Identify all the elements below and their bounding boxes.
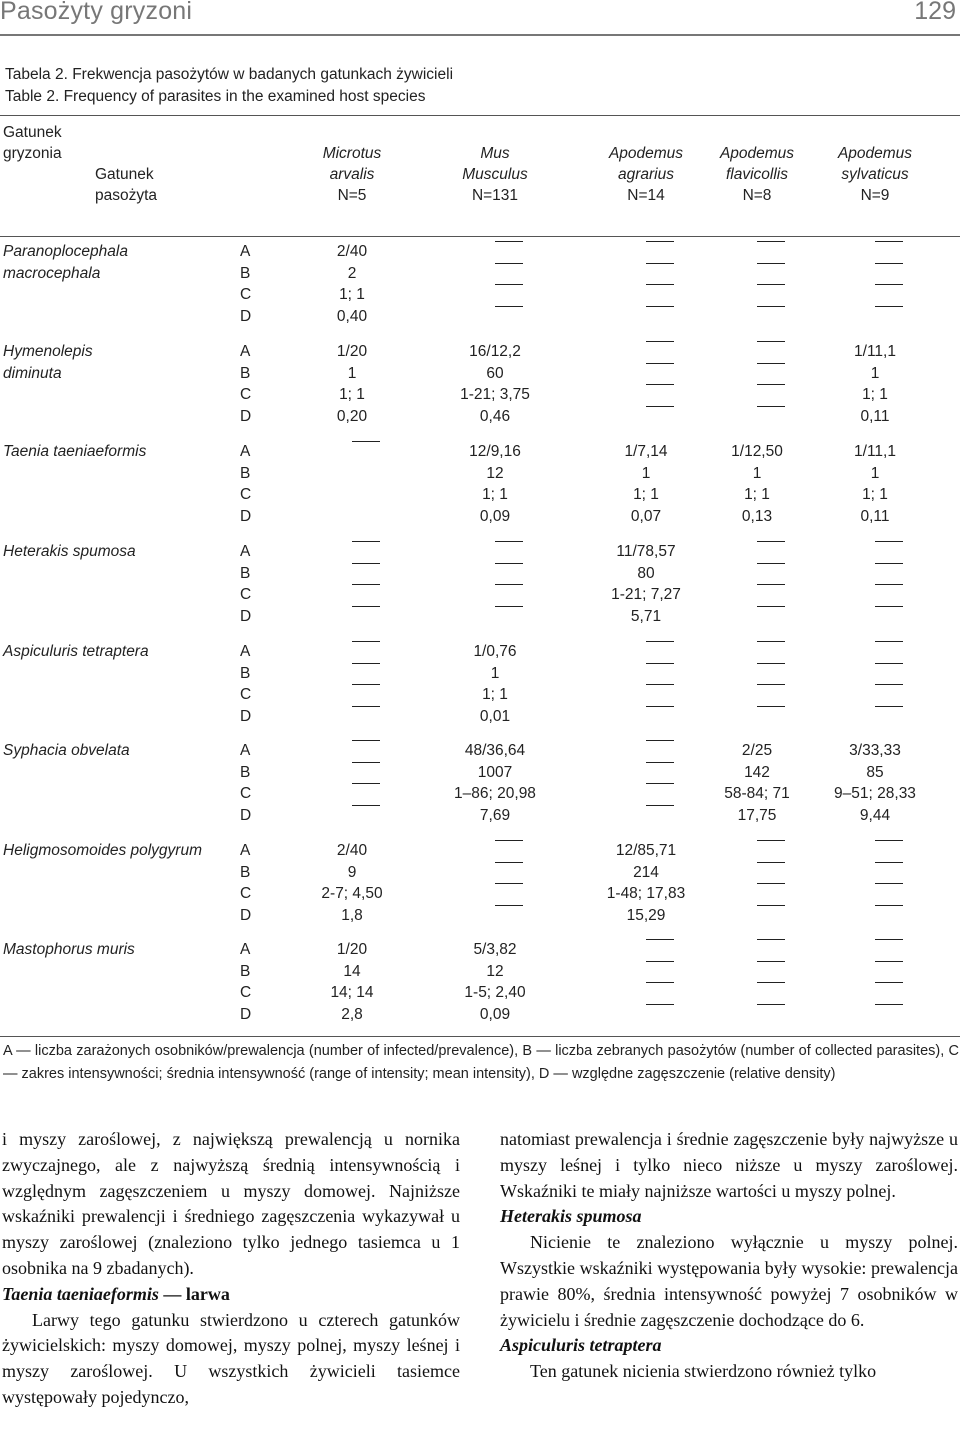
dash-mark	[646, 706, 674, 707]
dash-mark	[875, 606, 903, 607]
heading-suffix: — larwa	[158, 1283, 230, 1304]
dash-mark	[757, 284, 785, 285]
dash-mark	[646, 663, 674, 664]
dash-mark	[646, 783, 674, 784]
dash-mark	[757, 982, 785, 983]
host-n: N=9	[860, 187, 890, 204]
table-row	[0, 706, 960, 728]
host-species: sylvaticus	[841, 166, 909, 183]
host-header-line1: Gatunek	[3, 124, 62, 141]
table-row	[0, 363, 960, 385]
dash-mark	[875, 862, 903, 863]
value-cell: 1-48; 17,83	[606, 885, 686, 902]
metric-code: B	[240, 264, 251, 282]
value-cell: 60	[486, 364, 504, 382]
value-cell: 5/3,82	[473, 941, 517, 958]
table-row	[0, 840, 960, 862]
dash-mark	[495, 883, 523, 884]
running-title: Pasożyty gryzoni	[0, 0, 193, 25]
value-cell: 12	[486, 962, 504, 980]
table-row	[0, 684, 960, 706]
metric-code: C	[240, 885, 252, 902]
dash-mark	[757, 563, 785, 564]
table-row	[0, 805, 960, 827]
dash-mark	[875, 284, 903, 285]
dash-mark	[875, 883, 903, 884]
metric-code: A	[240, 941, 251, 958]
metric-code: C	[240, 984, 252, 1001]
dash-mark	[646, 406, 674, 407]
table-row	[0, 284, 960, 306]
host-n: N=5	[337, 187, 367, 204]
page-number: 129	[914, 0, 956, 25]
parasite-name: Taenia taeniaeformis	[3, 443, 147, 460]
value-cell: 1/0,76	[473, 643, 517, 660]
parasite-header-line2: pasożyta	[95, 187, 158, 204]
table-row	[0, 641, 960, 663]
value-cell: 1	[347, 364, 357, 382]
host-species: Musculus	[462, 166, 528, 183]
value-cell: 0,20	[336, 407, 368, 425]
metric-code: B	[240, 763, 251, 781]
table-row	[0, 982, 960, 1004]
value-cell: 1	[641, 464, 651, 482]
value-cell: 7,69	[479, 806, 511, 824]
table-row	[0, 762, 960, 784]
table-row	[0, 606, 960, 628]
table-footnote: A — liczba zarażonych osobników/prewalencja (number of infected/prevalence), B — liczba zebranych pasożytów (number of collected parasites), C — zakres intensywności; średnia intensywność (range of intensity; mean intensity), D — względne zagęszczenie (relative density)	[3, 1043, 959, 1082]
table-row	[0, 905, 960, 927]
dash-mark	[646, 684, 674, 685]
value-cell: 2,8	[341, 1005, 363, 1023]
table-row	[0, 441, 960, 463]
value-cell: 80	[637, 564, 655, 582]
dash-mark	[352, 441, 380, 442]
value-cell: 1/12,50	[731, 443, 783, 460]
table-row	[0, 341, 960, 363]
value-cell: 2	[347, 264, 357, 282]
table-row	[0, 384, 960, 406]
host-n: N=8	[742, 187, 772, 204]
dash-mark	[352, 783, 380, 784]
parasite-name: Syphacia obvelata	[3, 742, 130, 759]
dash-mark	[352, 584, 380, 585]
value-cell: 1	[752, 464, 762, 482]
page-header	[0, 0, 960, 34]
dash-mark	[757, 1004, 785, 1005]
dash-mark	[875, 982, 903, 983]
value-cell: 12	[486, 464, 504, 482]
value-cell: 17,75	[737, 806, 777, 824]
value-cell: 1–86; 20,98	[454, 785, 536, 802]
dash-mark	[757, 263, 785, 264]
table-row	[0, 961, 960, 983]
value-cell: 1/7,14	[624, 443, 668, 460]
dash-mark	[495, 306, 523, 307]
value-cell: 1-5; 2,40	[464, 984, 526, 1001]
metric-code: A	[240, 643, 251, 660]
value-cell: 0,09	[479, 1005, 511, 1023]
value-cell: 0,40	[336, 307, 368, 325]
left-paragraph-1: i myszy zaroślowej, z największą prewalencją u nornika zwyczajnego, ale z najwyższą średnią intensywnością i względnym zagęszczeniem u myszy domowej. Najniższe wskaźniki prewalencji i średniego zagęszczenia wykazywał u myszy zaroślowej (znaleziono tylko jednego tasiemca u 1 osobnika na 9 zbadanych).	[2, 1129, 460, 1278]
value-cell: 0,11	[860, 407, 890, 425]
value-cell: 1	[870, 464, 880, 482]
dash-mark	[495, 241, 523, 242]
host-header-line2: gryzonia	[3, 145, 62, 162]
dash-mark	[495, 584, 523, 585]
table-row	[0, 263, 960, 285]
value-cell: 1; 1	[339, 386, 365, 403]
value-cell: 0,13	[741, 507, 773, 525]
value-cell: 142	[744, 763, 770, 781]
table-row	[0, 241, 960, 263]
value-cell: 58-84; 71	[724, 785, 790, 802]
metric-code: D	[240, 1005, 252, 1023]
table-top-rule	[0, 115, 960, 116]
value-cell: 14; 14	[330, 984, 374, 1001]
parasite-name: Paranoplocephala	[3, 243, 128, 260]
dash-mark	[646, 1004, 674, 1005]
value-cell: 1; 1	[339, 286, 365, 303]
dash-mark	[646, 805, 674, 806]
dash-mark	[646, 284, 674, 285]
value-cell: 5,71	[630, 607, 662, 625]
metric-code: D	[240, 707, 252, 725]
right-heading-2: Aspiculuris tetraptera	[500, 1335, 662, 1356]
metric-code: C	[240, 286, 252, 303]
value-cell: 2/25	[741, 742, 773, 759]
value-cell: 9,44	[859, 806, 891, 824]
dash-mark	[352, 805, 380, 806]
table-row	[0, 883, 960, 905]
dash-mark	[352, 684, 380, 685]
metric-code: B	[240, 464, 251, 482]
value-cell: 1	[490, 664, 500, 682]
dash-mark	[875, 541, 903, 542]
value-cell: 85	[866, 763, 884, 781]
dash-mark	[646, 263, 674, 264]
host-n: N=131	[471, 187, 519, 204]
right-paragraph-3: Ten gatunek nicienia stwierdzono również tylko	[530, 1361, 877, 1382]
metric-code: C	[240, 586, 252, 603]
value-cell: 9–51; 28,33	[834, 785, 916, 802]
value-cell: 1/20	[336, 343, 368, 360]
dash-mark	[352, 762, 380, 763]
metric-code: B	[240, 664, 251, 682]
value-cell: 2/40	[336, 842, 368, 859]
metric-code: A	[240, 842, 251, 859]
metric-code: B	[240, 863, 251, 881]
table-caption	[5, 64, 453, 108]
host-species: arvalis	[329, 166, 375, 183]
table-row	[0, 663, 960, 685]
dash-mark	[875, 905, 903, 906]
dash-mark	[495, 263, 523, 264]
parasite-name: Heligmosomoides polygyrum	[3, 842, 202, 859]
dash-mark	[757, 541, 785, 542]
dash-mark	[352, 606, 380, 607]
host-genus: Microtus	[322, 145, 382, 162]
value-cell: 1-21; 7,27	[611, 586, 681, 603]
dash-mark	[646, 363, 674, 364]
metric-code: D	[240, 407, 252, 425]
table-row	[0, 506, 960, 528]
dash-mark	[875, 706, 903, 707]
value-cell: 12/85,71	[615, 842, 677, 859]
value-cell: 2/40	[336, 243, 368, 260]
dash-mark	[757, 406, 785, 407]
table-row	[0, 463, 960, 485]
dash-mark	[875, 306, 903, 307]
value-cell: 0,01	[479, 707, 511, 725]
value-cell: 15,29	[626, 906, 666, 924]
dash-mark	[646, 384, 674, 385]
dash-mark	[757, 663, 785, 664]
table-row	[0, 740, 960, 762]
dash-mark	[646, 341, 674, 342]
dash-mark	[646, 762, 674, 763]
value-cell: 14	[343, 962, 361, 980]
parasite-name: diminuta	[3, 364, 62, 382]
metric-code: A	[240, 543, 251, 560]
dash-mark	[495, 840, 523, 841]
metric-code: A	[240, 742, 251, 759]
value-cell: 2-7; 4,50	[321, 885, 383, 902]
table-row	[0, 541, 960, 563]
dash-mark	[875, 663, 903, 664]
table-header-rule	[0, 236, 960, 237]
dash-mark	[352, 706, 380, 707]
dash-mark	[757, 363, 785, 364]
dash-mark	[495, 541, 523, 542]
dash-mark	[875, 939, 903, 940]
dash-mark	[757, 905, 785, 906]
table-row	[0, 563, 960, 585]
dash-mark	[495, 606, 523, 607]
value-cell: 1/20	[336, 941, 368, 958]
dash-mark	[875, 563, 903, 564]
metric-code: B	[240, 962, 251, 980]
table-row	[0, 484, 960, 506]
value-cell: 9	[347, 863, 357, 881]
value-cell: 1007	[477, 763, 513, 781]
metric-code: D	[240, 607, 252, 625]
dash-mark	[495, 905, 523, 906]
dash-mark	[875, 584, 903, 585]
dash-mark	[757, 684, 785, 685]
header-rule	[0, 34, 960, 36]
value-cell: 1/11,1	[854, 343, 896, 360]
left-paragraph-2: Larwy tego gatunku stwierdzono u czterech gatunków żywicielskich: myszy domowej, myszy polnej, myszy leśnej i myszy zaroślowej. U wszystkich żywicieli tasiemce występowały pojedynczo,	[2, 1309, 460, 1407]
dash-mark	[352, 740, 380, 741]
value-cell: 1; 1	[482, 686, 508, 703]
metric-code: D	[240, 806, 252, 824]
dash-mark	[757, 241, 785, 242]
metric-code: D	[240, 906, 252, 924]
dash-mark	[757, 706, 785, 707]
table-row	[0, 862, 960, 884]
dash-mark	[757, 584, 785, 585]
metric-code: D	[240, 507, 252, 525]
host-genus: Apodemus	[608, 145, 684, 162]
left-section-heading	[2, 1282, 460, 1308]
metric-code: B	[240, 364, 251, 382]
right-paragraph-2: Nicienie te znaleziono wyłącznie u myszy polnej. Wszystkie wskaźniki występowania były wysokie: prewalencja prawie 80%, średnia intensywność powyżej 7 osobników w żywicielu i średnie zagęszczenie dochodzące do 6.	[500, 1232, 958, 1330]
dash-mark	[646, 982, 674, 983]
dash-mark	[875, 684, 903, 685]
table-row	[0, 1004, 960, 1026]
dash-mark	[875, 1004, 903, 1005]
value-cell: 0,46	[479, 407, 511, 425]
dash-mark	[757, 306, 785, 307]
value-cell: 1,8	[341, 906, 363, 924]
value-cell: 1; 1	[862, 386, 888, 403]
dash-mark	[757, 641, 785, 642]
value-cell: 0,09	[479, 507, 511, 525]
host-genus: Mus	[480, 145, 510, 162]
dash-mark	[757, 606, 785, 607]
dash-mark	[757, 341, 785, 342]
parasite-name: Hymenolepis	[3, 343, 93, 360]
metric-code: A	[240, 443, 251, 460]
dash-mark	[757, 384, 785, 385]
host-n: N=14	[627, 187, 665, 204]
value-cell: 1/11,1	[854, 443, 896, 460]
value-cell: 11/78,57	[616, 543, 676, 560]
dash-mark	[352, 641, 380, 642]
parasite-name: Mastophorus muris	[3, 941, 135, 958]
metric-code: A	[240, 243, 251, 260]
host-species: agrarius	[618, 166, 674, 183]
value-cell: 1; 1	[744, 486, 770, 503]
dash-mark	[352, 541, 380, 542]
dash-mark	[646, 939, 674, 940]
dash-mark	[352, 663, 380, 664]
table-row	[0, 306, 960, 328]
value-cell: 16/12,2	[469, 343, 521, 360]
metric-code: C	[240, 386, 252, 403]
parasite-header-line1: Gatunek	[95, 166, 154, 183]
metric-code: C	[240, 686, 252, 703]
value-cell: 1; 1	[633, 486, 659, 503]
value-cell: 0,11	[860, 507, 890, 525]
dash-mark	[757, 883, 785, 884]
value-cell: 214	[633, 863, 659, 881]
dash-mark	[757, 939, 785, 940]
table-row	[0, 584, 960, 606]
table-bottom-rule	[0, 1036, 960, 1037]
value-cell: 48/36,64	[464, 742, 526, 759]
metric-code: B	[240, 564, 251, 582]
metric-code: C	[240, 785, 252, 802]
heading-species: Taenia taeniaeformis	[2, 1283, 159, 1304]
host-genus: Apodemus	[719, 145, 795, 162]
dash-mark	[646, 641, 674, 642]
host-genus: Apodemus	[837, 145, 913, 162]
caption-polish: Tabela 2. Frekwencja pasożytów w badanych gatunkach żywicieli	[5, 66, 454, 83]
dash-mark	[757, 840, 785, 841]
dash-mark	[875, 840, 903, 841]
parasite-name: macrocephala	[3, 264, 101, 282]
parasite-name: Heterakis spumosa	[3, 543, 136, 560]
value-cell: 1-21; 3,75	[460, 386, 530, 403]
table-row	[0, 783, 960, 805]
dash-mark	[875, 641, 903, 642]
value-cell: 3/33,33	[849, 742, 901, 759]
dash-mark	[875, 263, 903, 264]
caption-english: Table 2. Frequency of parasites in the examined host species	[5, 88, 426, 105]
value-cell: 1; 1	[862, 486, 888, 503]
left-text-column	[2, 1127, 460, 1411]
value-cell: 1	[870, 364, 880, 382]
metric-code: D	[240, 307, 252, 325]
right-heading-1: Heterakis spumosa	[500, 1206, 642, 1227]
dash-mark	[757, 961, 785, 962]
right-text-column	[500, 1127, 958, 1385]
dash-mark	[495, 284, 523, 285]
table-row	[0, 406, 960, 428]
dash-mark	[646, 740, 674, 741]
metric-code: A	[240, 343, 251, 360]
dash-mark	[646, 961, 674, 962]
value-cell: 0,07	[630, 507, 662, 525]
parasite-name: Aspiculuris tetraptera	[3, 643, 149, 660]
right-paragraph-1: natomiast prewalencja i średnie zagęszczenie były najwyższe u myszy leśnej i tylko nieco niższe u myszy zaroślowej. Wskaźniki te miały najniższe wartości u myszy polnej.	[500, 1129, 958, 1201]
metric-code: C	[240, 486, 252, 503]
dash-mark	[646, 306, 674, 307]
dash-mark	[352, 563, 380, 564]
table-row	[0, 939, 960, 961]
dash-mark	[495, 862, 523, 863]
dash-mark	[495, 563, 523, 564]
value-cell: 1; 1	[482, 486, 508, 503]
dash-mark	[757, 862, 785, 863]
value-cell: 12/9,16	[469, 443, 521, 460]
dash-mark	[875, 241, 903, 242]
host-species: flavicollis	[725, 166, 788, 183]
dash-mark	[646, 241, 674, 242]
dash-mark	[875, 961, 903, 962]
